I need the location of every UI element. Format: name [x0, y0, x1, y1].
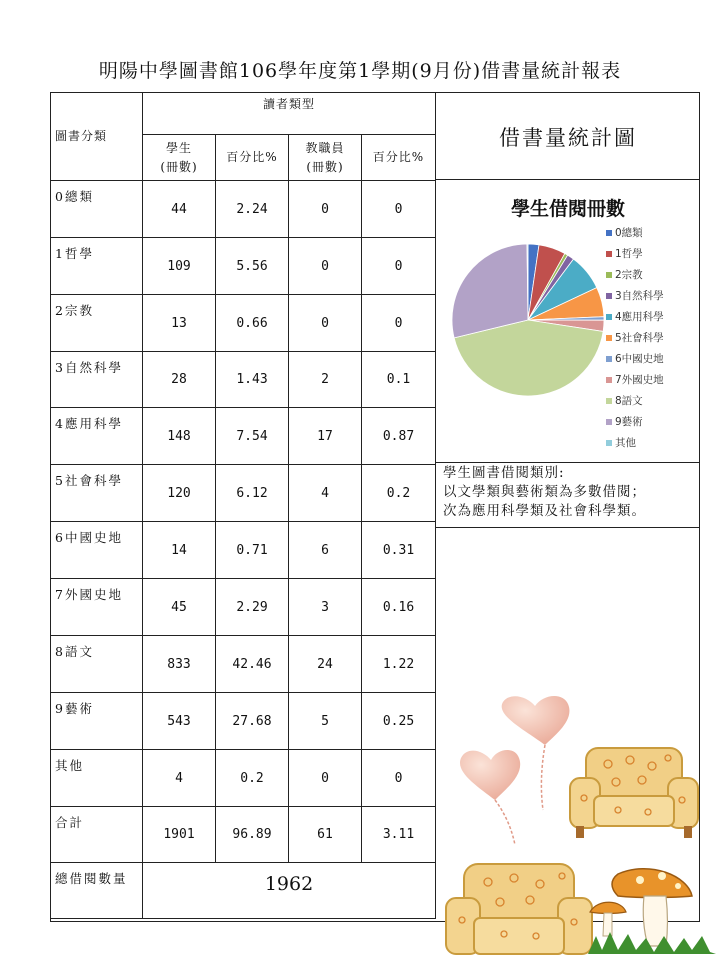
category-cell: 合計 — [51, 807, 143, 863]
legend-swatch — [606, 293, 612, 299]
legend-label: 8語文 — [615, 395, 643, 407]
student-count-cell: 28 — [143, 352, 216, 408]
legend-label: 6中國史地 — [615, 353, 664, 365]
legend-swatch — [606, 272, 612, 278]
student-percent-cell: 2.29 — [216, 579, 289, 636]
table-row — [51, 807, 436, 863]
legend-item — [606, 390, 664, 411]
student-percent-cell: 0.2 — [216, 750, 289, 807]
legend-label: 7外國史地 — [615, 374, 664, 386]
legend-swatch — [606, 356, 612, 362]
student-percent-cell: 96.89 — [216, 807, 289, 863]
legend-swatch — [606, 314, 612, 320]
total-label: 總借閱數量 — [51, 863, 143, 919]
legend-swatch — [606, 335, 612, 341]
student-percent-cell: 0.66 — [216, 295, 289, 352]
legend-item — [606, 369, 664, 390]
table-row — [51, 579, 436, 636]
legend-item — [606, 222, 664, 243]
student-percent-cell: 0.71 — [216, 522, 289, 579]
legend-item — [606, 348, 664, 369]
staff-count-cell: 6 — [289, 522, 362, 579]
legend-label: 2宗教 — [615, 269, 643, 281]
category-cell: 1哲學 — [51, 238, 143, 295]
staff-percent-cell: 0 — [362, 750, 436, 807]
mushroom-icon — [588, 866, 716, 956]
table-row — [51, 352, 436, 408]
student-count-cell: 833 — [143, 636, 216, 693]
student-count-cell: 14 — [143, 522, 216, 579]
staff-percent-cell: 0.25 — [362, 693, 436, 750]
header-staff: 教職員 (冊數) — [289, 135, 362, 181]
staff-count-cell: 0 — [289, 181, 362, 238]
student-percent-cell: 6.12 — [216, 465, 289, 522]
staff-count-cell: 5 — [289, 693, 362, 750]
category-cell: 0總類 — [51, 181, 143, 238]
staff-count-cell: 17 — [289, 408, 362, 465]
staff-percent-cell: 0 — [362, 181, 436, 238]
student-count-cell: 109 — [143, 238, 216, 295]
header-reader-type: 讀者類型 — [143, 93, 436, 135]
student-count-cell: 120 — [143, 465, 216, 522]
table-row — [51, 636, 436, 693]
chart-legend — [606, 222, 664, 453]
legend-label: 5社會科學 — [615, 332, 664, 344]
staff-count-cell: 2 — [289, 352, 362, 408]
category-cell: 4應用科學 — [51, 408, 143, 465]
staff-count-cell: 0 — [289, 295, 362, 352]
category-cell: 8語文 — [51, 636, 143, 693]
legend-item — [606, 285, 664, 306]
staff-percent-cell: 0.87 — [362, 408, 436, 465]
legend-swatch — [606, 230, 612, 236]
table-row — [51, 693, 436, 750]
total-value: 1962 — [143, 863, 436, 919]
legend-item — [606, 306, 664, 327]
category-cell: 3自然科學 — [51, 352, 143, 408]
student-percent-cell: 42.46 — [216, 636, 289, 693]
divider — [436, 527, 700, 528]
legend-item — [606, 411, 664, 432]
legend-swatch — [606, 440, 612, 446]
student-percent-cell: 27.68 — [216, 693, 289, 750]
legend-label: 3自然科學 — [615, 290, 664, 302]
legend-label: 9藝術 — [615, 416, 643, 428]
chart-section-title: 借書量統計圖 — [499, 126, 637, 150]
table-row — [51, 750, 436, 807]
student-count-cell: 148 — [143, 408, 216, 465]
stats-table — [50, 92, 436, 919]
category-cell: 其他 — [51, 750, 143, 807]
note-line: 以文學類與藝術類為多數借閱； — [443, 484, 646, 500]
legend-item — [606, 243, 664, 264]
staff-percent-cell: 0.16 — [362, 579, 436, 636]
divider — [436, 179, 700, 180]
table-row — [51, 181, 436, 238]
student-percent-cell: 1.43 — [216, 352, 289, 408]
legend-item — [606, 264, 664, 285]
staff-count-cell: 4 — [289, 465, 362, 522]
legend-label: 其他 — [615, 437, 636, 449]
table-row — [51, 408, 436, 465]
page-title: 明陽中學圖書館106學年度第1學期(9月份)借書量統計報表 — [98, 60, 622, 82]
header-category: 圖書分類 — [51, 93, 143, 181]
summary-note — [443, 464, 698, 521]
legend-swatch — [606, 419, 612, 425]
legend-label: 1哲學 — [615, 248, 643, 260]
staff-percent-cell: 0 — [362, 238, 436, 295]
staff-percent-cell: 0.1 — [362, 352, 436, 408]
legend-swatch — [606, 251, 612, 257]
student-count-cell: 45 — [143, 579, 216, 636]
divider — [436, 462, 700, 463]
header-student: 學生 (冊數) — [143, 135, 216, 181]
staff-count-cell: 0 — [289, 750, 362, 807]
legend-swatch — [606, 377, 612, 383]
student-percent-cell: 7.54 — [216, 408, 289, 465]
category-cell: 7外國史地 — [51, 579, 143, 636]
student-count-cell: 13 — [143, 295, 216, 352]
legend-swatch — [606, 398, 612, 404]
legend-item — [606, 432, 664, 453]
table-row — [51, 465, 436, 522]
table-row — [51, 522, 436, 579]
student-count-cell: 4 — [143, 750, 216, 807]
student-count-cell: 543 — [143, 693, 216, 750]
legend-label: 4應用科學 — [615, 311, 664, 323]
chart-title: 學生借閱冊數 — [510, 198, 625, 220]
note-line: 次為應用科學類及社會科學類。 — [443, 503, 646, 519]
staff-count-cell: 61 — [289, 807, 362, 863]
pie-chart — [448, 240, 608, 400]
student-percent-cell: 2.24 — [216, 181, 289, 238]
header-student-percent: 百分比% — [216, 135, 289, 181]
category-cell: 9藝術 — [51, 693, 143, 750]
staff-percent-cell: 0.2 — [362, 465, 436, 522]
student-percent-cell: 5.56 — [216, 238, 289, 295]
legend-item — [606, 327, 664, 348]
category-cell: 2宗教 — [51, 295, 143, 352]
armchair-icon — [444, 858, 594, 958]
table-row-total — [51, 863, 436, 919]
legend-label: 0總類 — [615, 227, 643, 239]
table-row — [51, 238, 436, 295]
staff-count-cell: 24 — [289, 636, 362, 693]
staff-count-cell: 3 — [289, 579, 362, 636]
staff-percent-cell: 1.22 — [362, 636, 436, 693]
table-row — [51, 295, 436, 352]
staff-percent-cell: 0 — [362, 295, 436, 352]
staff-count-cell: 0 — [289, 238, 362, 295]
note-line: 學生圖書借閱類別: — [443, 465, 565, 481]
student-count-cell: 1901 — [143, 807, 216, 863]
armchair-icon — [568, 742, 700, 842]
student-count-cell: 44 — [143, 181, 216, 238]
category-cell: 5社會科學 — [51, 465, 143, 522]
category-cell: 6中國史地 — [51, 522, 143, 579]
staff-percent-cell: 0.31 — [362, 522, 436, 579]
header-staff-percent: 百分比% — [362, 135, 436, 181]
staff-percent-cell: 3.11 — [362, 807, 436, 863]
